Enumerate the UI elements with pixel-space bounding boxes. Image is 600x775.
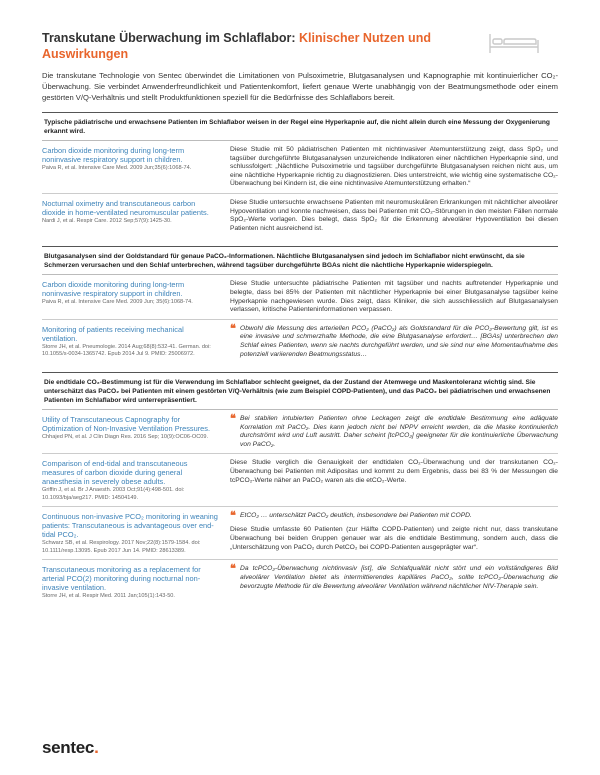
quote-icon: ❝ xyxy=(230,563,236,576)
study-row xyxy=(42,141,558,194)
study-row xyxy=(42,320,558,363)
reference-link[interactable]: Nocturnal oximetry and transcutaneous carbon dioxide in home-ventilated neuromuscular patients. xyxy=(42,198,209,217)
study-row xyxy=(42,410,558,454)
study-summary: Diese Studie untersuchte pädiatrische Patienten mit tagsüber und nachts auftretender Hyperkapnie und belegte, dass bei 85% der Patienten mit nächtlicher Hyperkapnie bei einer Blutgasanalyse tagsüber keine Hyperkapnie nachgewiesen wurde. Dies zeigt, dass Kliniker, die sich ausschliesslich auf Blutgasanalysen verlassen, kritische Patienteninformationen verpassen. xyxy=(230,280,558,314)
quote-icon: ❝ xyxy=(230,322,236,335)
section-heading: Typische pädiatrische und erwachsene Patienten im Schlaflabor weisen in der Regel eine Hyperkapnie auf, die nicht allein durch eine Messung der Oxygenierung erkannt wird. xyxy=(42,113,558,141)
sentec-logo: sentec. xyxy=(42,738,99,757)
study-summary: Diese Studie umfasste 60 Patienten (zur Hälfte COPD-Patienten) und zeigte nicht nur, dass transkutane Überwachung bei beiden Gruppen genauer war als die endtidale Bestimmung, sondern auch, dass die „Unterschätzung von PaCO₂ durch PetCO₂ bei COPD-Patienten ausgeprägter war“. xyxy=(230,526,558,551)
study-row xyxy=(42,560,558,605)
section-heading: Die endtidale CO₂-Bestimmung ist für die Verwendung im Schlaflabor schlecht geeignet, da der Zustand der Atemwege und Maskentoleranz wichtig sind. Sie unterschätzt das PaCO₂ bei Patienten mit einem gestörten V/Q-Verhältnis (wie zum Beispiel COPD-Patienten), und das PaCO₂ bei pädiatrischen und erwachsenen Patienten im Schlaflabor wird unterrepräsentiert. xyxy=(42,373,558,410)
bed-icon xyxy=(488,32,540,54)
study-quote xyxy=(230,415,558,449)
reference-link[interactable]: Carbon dioxide monitoring during long-term noninvasive respiratory support in children. xyxy=(42,146,185,164)
section-heading: Blutgasanalysen sind der Goldstandard für genaue PaCO₂-Informationen. Nächtliche Blutgasanalysen sind jedoch im Schlaflabor nicht erwünscht, da sie Schmerzen verursachen und den Schlaf unterbrechen, während tagsüber durchgeführte BGAs nicht die nächtliche Hyperkapnie widerspiegeln. xyxy=(42,247,558,275)
reference-citation: Schwarz SB, et al. Respirology. 2017 Nov;22(8):1579-1584. doi: 10.1111/resp.13095. Epub 2017 Jun 14. PMID: 28613389. xyxy=(42,540,201,554)
study-quote xyxy=(230,565,558,601)
section-blutgasanalyse xyxy=(42,246,558,363)
reference-link[interactable]: Utility of Transcutaneous Capnography for Optimization of Non-Invasive Ventilation Pressures. xyxy=(42,415,211,434)
title-plain: Transkutane Überwachung im Schlaflabor: xyxy=(42,31,296,45)
quote-text: Obwohl die Messung des arteriellen PCO₂ (PaCO₂) als Goldstandard für die PCO₂-Bewertung gilt, ist es eine invasive und schmerzhafte Methode, die eine Blutgasanalyse erfordert… [BGAs] unterbrechen den Schlaf eines Patienten, wenn sie nachts durchgeführt werden, und sie sind nur eine Momentaufnahme des potenziell variierenden Beatmungsstatus… xyxy=(240,324,558,358)
reference-citation: Paiva R, et al. Intensive Care Med. 2009 Jun;35(6):1068-74. xyxy=(42,165,192,171)
study-quote xyxy=(230,322,558,359)
reference-citation: Storre JH, et al. Pneumologie. 2014 Aug;68(8):532-41. German. doi: 10.1055/s-0034-1365742. Epub 2014 Jul 9. PMID: 25006972. xyxy=(42,343,211,358)
study-row xyxy=(42,275,558,319)
reference-citation: Paiva R, et al. Intensive Care Med. 2009 Jun; 35(6):1068-74. xyxy=(42,299,193,306)
quote-icon: ❝ xyxy=(230,413,236,426)
quote-text: Bei stabilen intubierten Patienten ohne Leckagen zeigt die endtidale Bestimmung eine adäquate Korrelation mit PaCO₂. Dies kann jedoch nicht bei NPPV erreicht werden, da die Maske kontinuierlich durchströmt wird und Luft austritt. Daher scheint [tcPCO₂] geeigneter für die kontinuierliche Überwachung von PaCO₂. xyxy=(240,415,558,448)
title-accent: Klinischer Nutzen und Auswirkungen xyxy=(42,31,431,61)
study-row xyxy=(42,454,558,507)
quote-text: EtCO₂ … unterschätzt PaCO₂ deutlich, insbesondere bei Patienten mit COPD. xyxy=(240,512,472,520)
study-row xyxy=(42,194,558,237)
study-summary: Diese Studie mit 50 pädiatrischen Patienten mit nichtinvasiver Atemunterstützung zeigt, dass SpO₂ und tagsüber durchgeführte Blutgasanalysen unzureichende Indikatoren einer nächtlichen Hyperkapnie sind, und schlussfolgert: „Nächtliche Pulsoximetrie und tagsüber durchgeführte Blutgasanalysen reichen nicht aus, um eine nächtliche Hyperkapnie richtig zu diagnostizieren. Dies unterstreicht, wie wichtig eine systematische CO₂-Überwachung bei Kindern ist, die eine nichtinvasive Atemunterstützung erhalten.“ xyxy=(230,146,558,188)
reference-citation: Chhajed PN, et al. J Clin Diagn Res. 2016 Sep; 10(9):OC06-OC09. xyxy=(42,434,209,441)
reference-link[interactable]: Transcutaneous monitoring as a replacement for arterial PCO(2) monitoring during nocturnal non-invasive ventilation. xyxy=(42,565,201,593)
study-quote xyxy=(230,512,558,521)
reference-link[interactable]: Carbon dioxide monitoring during long-term noninvasive respiratory support in children. xyxy=(42,280,185,299)
reference-link[interactable]: Monitoring of patients receiving mechanical ventilation. xyxy=(42,324,184,343)
study-row xyxy=(42,507,558,560)
section-endtidal xyxy=(42,372,558,605)
study-summary-block xyxy=(230,512,558,555)
reference-citation: Storre JH, et al. Respir Med. 2011 Jan;105(1):143-50. xyxy=(42,593,175,600)
quote-text: Da tcPCO₂-Überwachung nichtinvasiv [ist], die Schlafqualität nicht stört und ein vollständigeres Bild alveolärer Ventilation bietet als intermittierendes kapilläres PaCO₂, sollte tcPCO₂-Überwachung die bevorzugte Methode für die Bewertung alveolärer Ventilation während nächtlicher NIV-Therapie sein. xyxy=(240,565,558,590)
reference-citation: Nardi J, et al. Respir Care. 2012 Sep;57(9):1425-30. xyxy=(42,217,172,224)
reference-citation: Griffin J, et al. Br J Anaesth. 2003 Oct;91(4):498-501. doi: 10.1093/bja/aeg217. PMID: 14504149. xyxy=(42,487,185,501)
study-summary: Diese Studie verglich die Genauigkeit der endtidalen CO₂-Überwachung und der transkutanen CO₂-Überwachung bei Patienten mit Adipositas und kommt zu dem Ergebnis, dass bei 83 % der Messungen die tcPCO₂-Werte näher an PaCO₂ waren als die etCO₂-Werte. xyxy=(230,459,558,484)
section-hyperkapnie xyxy=(42,112,558,237)
reference-link[interactable]: Comparison of end-tidal and transcutaneous measures of carbon dioxide during general anaesthesia in severely obese adults. xyxy=(42,459,188,487)
quote-icon: ❝ xyxy=(230,510,236,523)
study-summary: Diese Studie untersuchte erwachsene Patienten mit neuromuskulären Erkrankungen mit nächtlicher alveolärer Hypoventilation und konnte nachweisen, dass bei Patienten mit CO₂-Störungen in den meisten Fällen normale SpO₂-Werte vorlagen. Dies belegt, dass SpO₂ für die Erkennung alveolärer Hypoventilation bei diesen Patienten nicht ausreichend ist. xyxy=(230,198,558,232)
reference-link[interactable]: Continuous non-invasive PCO₂ monitoring in weaning patients: Transcutaneous is advantageous over end-tidal PCO₂. xyxy=(42,512,218,540)
intro-paragraph: Die transkutane Technologie von Sentec überwindet die Limitationen von Pulsoximetrie, Blutgasanalysen und Kapnographie mit kontinuierlicher CO₂-Überwachung. Sie verbindet Anwenderfreundlichkeit und Patientenkomfort, liefert genaue Werte unabhängig von der Beatmungsmethode oder einem gestörten V/Q-Verhältnis und stellt Produktfunktionen speziell für die Bedürfnisse des Schlaflabors bereit. xyxy=(42,71,558,102)
page-title xyxy=(42,30,462,62)
